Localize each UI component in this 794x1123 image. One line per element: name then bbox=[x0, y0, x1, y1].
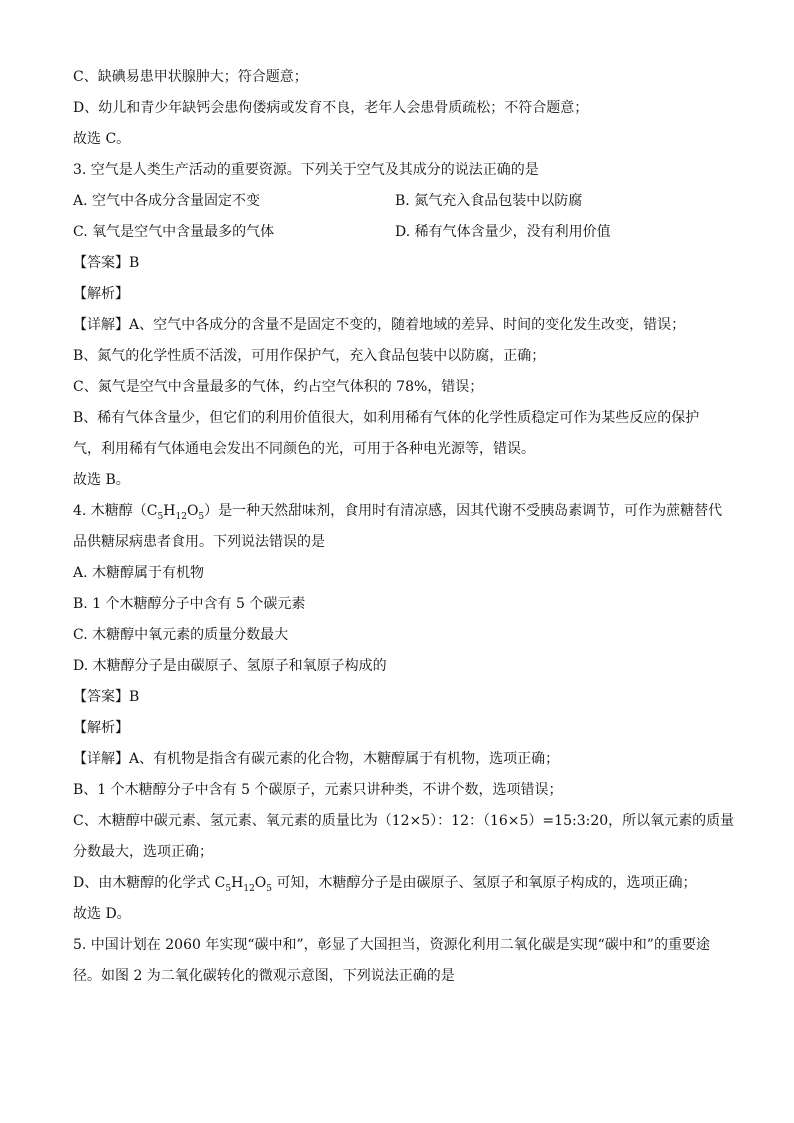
analysis-label: 【解析】 bbox=[73, 720, 129, 736]
option-d: D. 稀有气体含量少，没有利用价值 bbox=[395, 224, 611, 240]
question-4-stem-cont: 品供糖尿病患者食用。下列说法错误的是 bbox=[73, 534, 325, 550]
detail-line: 【详解】A、空气中各成分的含量不是固定不变的，随着地域的差异、时间的变化发生改变，错误； bbox=[73, 317, 686, 333]
question-3-options-row-2 bbox=[73, 217, 723, 248]
detail-line: B、1 个木糖醇分子中含有 5 个碳原子，元素只讲种类，不讲个数，选项错误； bbox=[73, 782, 563, 798]
detail-line: 分数最大，选项正确； bbox=[73, 844, 213, 860]
answer-label: 【答案】B bbox=[73, 255, 140, 271]
detail-line: 【详解】A、有机物是指含有碳元素的化合物，木糖醇属于有机物，选项正确； bbox=[73, 751, 560, 767]
text-line-2: D、幼儿和青少年缺钙会患佝偻病或发育不良，老年人会患骨质疏松；不符合题意； bbox=[73, 100, 589, 116]
option-b: B. 1 个木糖醇分子中含有 5 个碳元素 bbox=[73, 596, 306, 612]
option-b: B. 氮气充入食品包装中以防腐 bbox=[395, 193, 583, 209]
option-a: A. 空气中各成分含量固定不变 bbox=[73, 193, 261, 209]
detail-line: C、木糖醇中碳元素、氢元素、氧元素的质量比为（12×5）：12：（16×5）=15:3:20，所以氧元素的质量 bbox=[73, 813, 735, 829]
text-line-1: C、缺碘易患甲状腺肿大；符合题意； bbox=[73, 69, 308, 85]
answer-choice-c: 故选 C。 bbox=[73, 131, 131, 147]
question-3-stem: 3. 空气是人类生产活动的重要资源。下列关于空气及其成分的说法正确的是 bbox=[73, 162, 539, 178]
answer-choice-b: 故选 B。 bbox=[73, 472, 130, 488]
detail-line: 气，利用稀有气体通电会发出不同颜色的光，可用于各种电光源等，错误。 bbox=[73, 441, 535, 457]
question-5-stem-cont: 径。如图 2 为二氧化碳转化的微观示意图，下列说法正确的是 bbox=[73, 968, 455, 984]
detail-line: D、由木糖醇的化学式 $C_5H_{12}O_5$ 可知，木糖醇分子是由碳原子、氢原子和氧原子构成的，选项正确； bbox=[73, 875, 697, 894]
detail-line: B、稀有气体含量少，但它们的利用价值很大，如利用稀有气体的化学性质稳定可作为某些反应的保护 bbox=[73, 410, 700, 426]
detail-line: C、氮气是空气中含量最多的气体，约占空气体积的 78%，错误； bbox=[73, 379, 484, 395]
option-c: C. 氧气是空气中含量最多的气体 bbox=[73, 224, 275, 240]
option-d: D. 木糖醇分子是由碳原子、氢原子和氧原子构成的 bbox=[73, 658, 387, 674]
document-page bbox=[73, 62, 735, 992]
question-4-stem: 4. 木糖醇$(C_5H_{12}O_5)$是一种天然甜味剂，食用时有清凉感，因其代谢不受胰岛素调节，可作为蔗糖替代 bbox=[73, 503, 723, 522]
answer-label: 【答案】B bbox=[73, 689, 140, 705]
question-5-stem: 5. 中国计划在 2060 年实现“碳中和”，彰显了大国担当，资源化利用二氧化碳是实现“碳中和”的重要途 bbox=[73, 937, 710, 953]
analysis-label: 【解析】 bbox=[73, 286, 129, 302]
option-c: C. 木糖醇中氧元素的质量分数最大 bbox=[73, 627, 289, 643]
answer-choice-d: 故选 D。 bbox=[73, 906, 131, 922]
question-3-options-row-1 bbox=[73, 186, 723, 217]
detail-line: B、氮气的化学性质不活泼，可用作保护气，充入食品包装中以防腐，正确； bbox=[73, 348, 546, 364]
option-a: A. 木糖醇属于有机物 bbox=[73, 565, 205, 581]
